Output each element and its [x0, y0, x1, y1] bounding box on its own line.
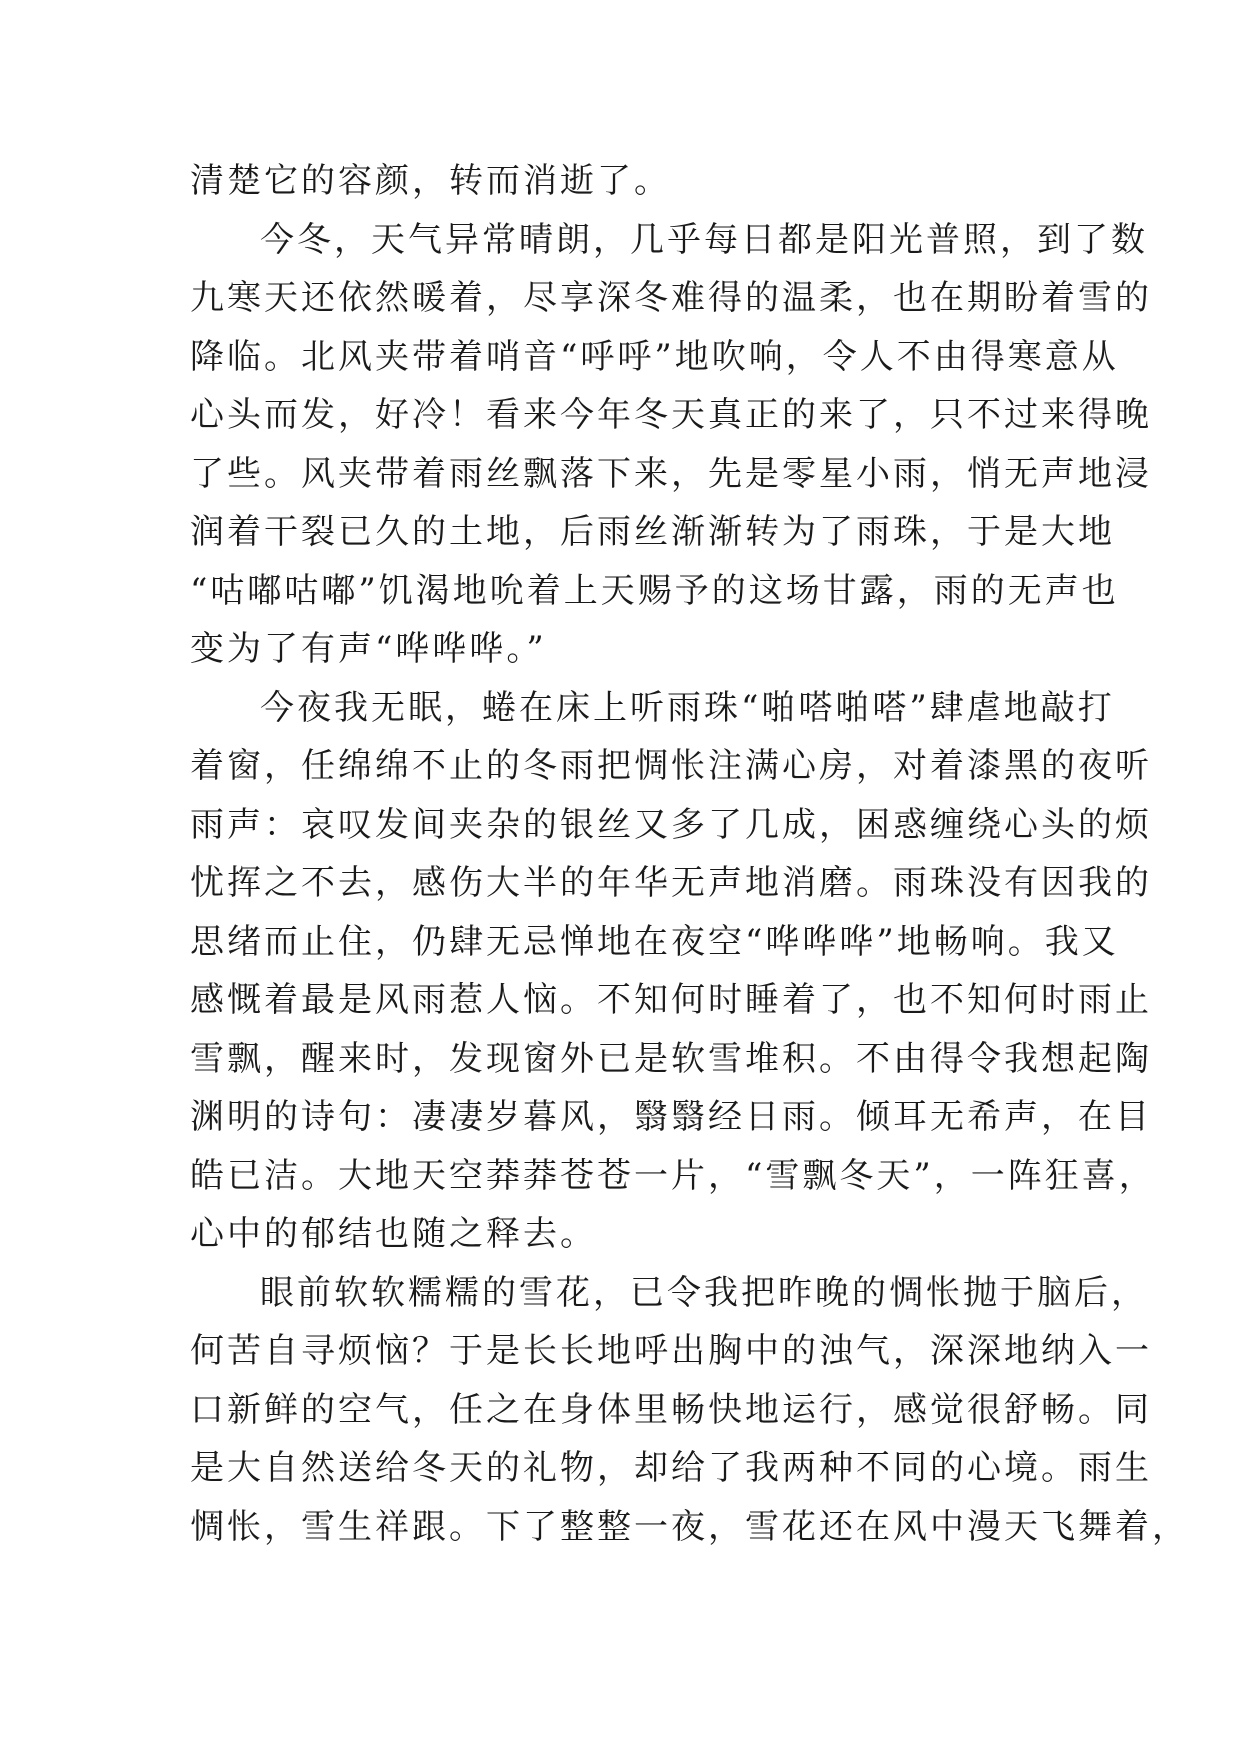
text-line: 心中的郁结也随之释去。 — [190, 1214, 597, 1254]
text-line: 着窗，任绵绵不止的冬雨把惆怅注满心房，对着漆黑的夜听 — [190, 746, 1152, 786]
text-line: 了些。风夹带着雨丝飘落下来，先是零星小雨，悄无声地浸 — [190, 453, 1152, 494]
text-line: 思绪而止住，仍肆无忌惮地在夜空“哗哗哗”地畅响。我又 — [190, 921, 1119, 962]
text-line: 今冬，天气异常晴朗，几乎每日都是阳光普照，到了数 — [260, 219, 1148, 260]
text-line: 口新鲜的空气，任之在身体里畅快地运行，感觉很舒畅。同 — [190, 1389, 1152, 1430]
text-line: “咕嘟咕嘟”饥渴地吮着上天赐予的这场甘露，雨的无声也 — [190, 570, 1119, 611]
text-line: 皓已洁。大地天空莽莽苍苍一片，“雪飘冬天”，一阵狂喜， — [190, 1155, 1156, 1196]
text-line: 是大自然送给冬天的礼物，却给了我两种不同的心境。雨生 — [190, 1448, 1152, 1488]
text-line: 雪飘，醒来时，发现窗外已是软雪堆积。不由得令我想起陶 — [190, 1038, 1152, 1079]
text-line: 渊明的诗句：凄凄岁暮风，翳翳经日雨。倾耳无希声，在目 — [190, 1097, 1152, 1137]
text-line: 忧挥之不去，感伤大半的年华无声地消磨。雨珠没有因我的 — [190, 863, 1152, 903]
text-line: 变为了有声“哗哗哗。” — [190, 629, 547, 669]
text-line: 何苦自寻烦恼？于是长长地呼出胸中的浊气，深深地纳入一 — [190, 1331, 1152, 1371]
text-line: 感慨着最是风雨惹人恼。不知何时睡着了，也不知何时雨止 — [190, 980, 1152, 1020]
text-line: 雨声：哀叹发间夹杂的银丝又多了几成，困惑缠绕心头的烦 — [190, 804, 1152, 845]
text-line: 眼前软软糯糯的雪花，已令我把昨晚的惆怅抛于脑后， — [260, 1272, 1148, 1313]
text-line: 九寒天还依然暖着，尽享深冬难得的温柔，也在期盼着雪的 — [190, 278, 1152, 318]
text-line: 润着干裂已久的土地，后雨丝渐渐转为了雨珠，于是大地 — [190, 512, 1115, 552]
text-line: 心头而发，好冷！看来今年冬天真正的来了，只不过来得晚 — [190, 395, 1152, 435]
text-line: 今夜我无眠，蜷在床上听雨珠“啪嗒啪嗒”肆虐地敲打 — [260, 687, 1115, 728]
text-line: 清楚它的容颜，转而消逝了。 — [190, 161, 671, 201]
text-line: 降临。北风夹带着哨音“呼呼”地吹响，令人不由得寒意从 — [190, 336, 1119, 377]
body-text — [190, 152, 1189, 1556]
text-line: 惆怅，雪生祥跟。下了整整一夜，雪花还在风中漫天飞舞着， — [190, 1506, 1189, 1547]
